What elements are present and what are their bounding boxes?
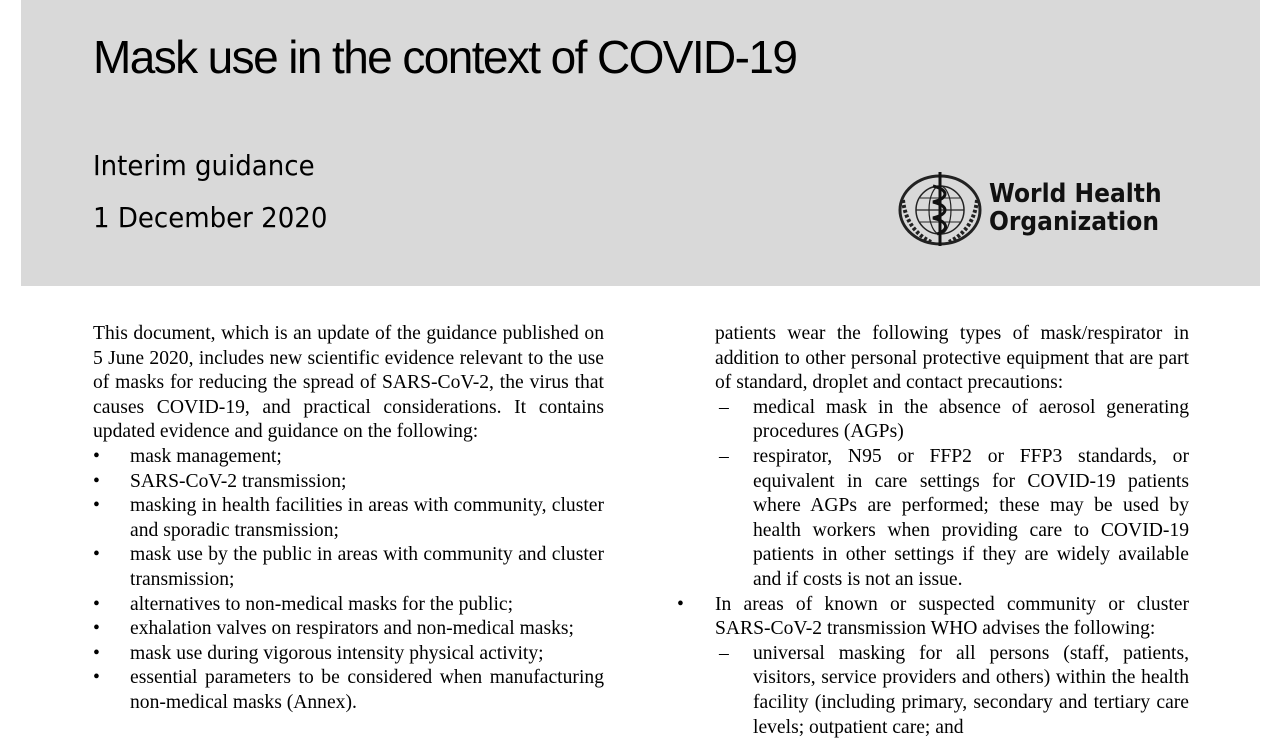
list-item: • exhalation valves on respirators and non-medical masks; bbox=[93, 617, 604, 642]
mask-type-list bbox=[678, 396, 1189, 593]
list-item: • alternatives to non-medical masks for the public; bbox=[93, 593, 604, 618]
document-subtitle: Interim guidance bbox=[93, 149, 315, 182]
list-item: • mask management; bbox=[93, 445, 604, 470]
list-item: • mask use by the public in areas with community and cluster transmission; bbox=[93, 543, 604, 592]
right-intro-paragraph: patients wear the following types of mask/respirator in addition to other personal protective equipment that are part of standard, droplet and contact precautions: bbox=[715, 323, 1189, 394]
community-transmission-list bbox=[715, 593, 1189, 740]
list-item: – respirator, N95 or FFP2 or FFP3 standards, or equivalent in care settings for COVID-19 patients where AGPs are performed; these may be used by health workers when providing care to COVID-19 patients in other settings if they are widely available and if costs is not an issue. bbox=[678, 445, 1189, 593]
list-item: • masking in health facilities in areas with community, cluster and sporadic transmission; bbox=[93, 494, 604, 543]
intro-paragraph: This document, which is an update of the guidance published on 5 June 2020, includes new scientific evidence relevant to the use of masks for reducing the spread of SARS-CoV-2, the virus that causes COVID-19, and practical considerations. It contains updated evidence and guidance on the following: bbox=[93, 323, 604, 443]
sub-list bbox=[678, 642, 1189, 740]
who-logo bbox=[897, 170, 1162, 250]
topics-list bbox=[93, 445, 604, 716]
list-item: – universal masking for all persons (staff, patients, visitors, service providers and others) within the health facility (including primary, secondary and tertiary care levels; outpatient care; and bbox=[678, 642, 1189, 740]
left-column bbox=[93, 322, 604, 716]
who-name: World Health Organization bbox=[989, 179, 1162, 237]
list-item: • mask use during vigorous intensity physical activity; bbox=[93, 642, 604, 667]
list-item: • essential parameters to be considered when manufacturing non-medical masks (Annex). bbox=[93, 666, 604, 715]
who-emblem-icon bbox=[897, 170, 983, 248]
list-item: • SARS-CoV-2 transmission; bbox=[93, 470, 604, 495]
list-item: – medical mask in the absence of aerosol generating procedures (AGPs) bbox=[678, 396, 1189, 445]
list-item-text: In areas of known or suspected community or cluster SARS-CoV-2 transmission WHO advises the following: bbox=[715, 593, 1189, 640]
list-item bbox=[715, 593, 1189, 740]
document-date: 1 December 2020 bbox=[93, 201, 328, 234]
page-title: Mask use in the context of COVID-19 bbox=[93, 31, 797, 83]
right-column bbox=[715, 322, 1189, 740]
